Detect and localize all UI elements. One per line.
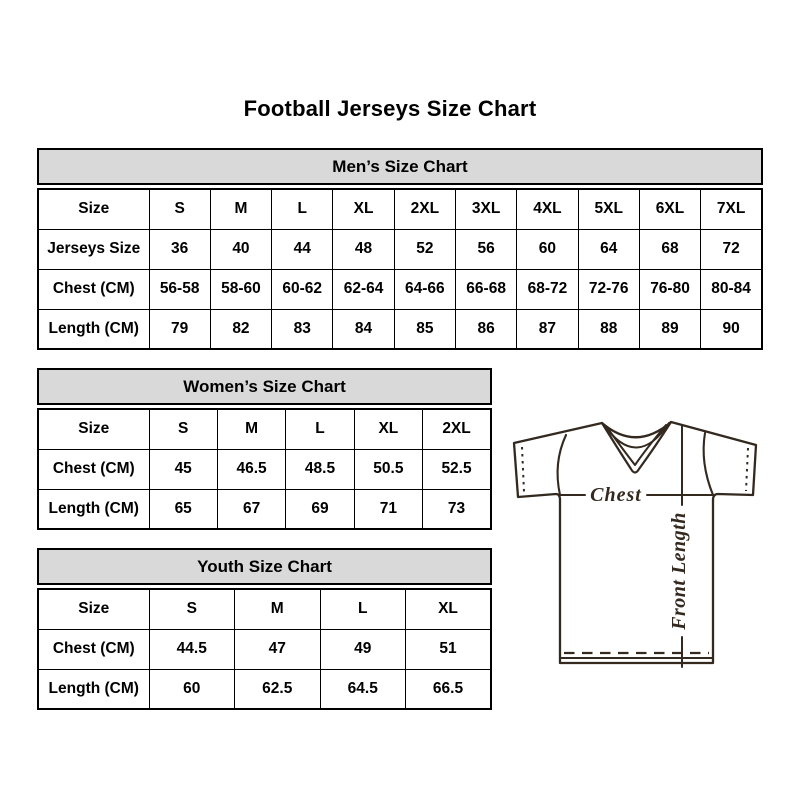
women-table-row: [38, 449, 491, 489]
youth-size-cell: 60: [149, 669, 235, 709]
men-size-cell: M: [210, 189, 271, 229]
men-size-cell: XL: [333, 189, 394, 229]
men-size-cell: 6XL: [639, 189, 700, 229]
men-size-cell: 2XL: [394, 189, 455, 229]
men-size-cell: L: [272, 189, 333, 229]
women-size-cell: 46.5: [217, 449, 285, 489]
womens-size-chart-section: [37, 368, 492, 530]
men-size-cell: 68: [639, 229, 700, 269]
men-row-label: Jerseys Size: [38, 229, 149, 269]
youth-size-cell: L: [320, 589, 406, 629]
youth-table-row: [38, 669, 491, 709]
youth-size-table: [37, 588, 492, 710]
youth-size-cell: 64.5: [320, 669, 406, 709]
men-size-cell: S: [149, 189, 210, 229]
men-size-cell: 88: [578, 309, 639, 349]
men-row-label: Size: [38, 189, 149, 229]
men-size-cell: 76-80: [639, 269, 700, 309]
youth-table-row: [38, 629, 491, 669]
youth-size-cell: 49: [320, 629, 406, 669]
men-size-cell: 48: [333, 229, 394, 269]
men-size-cell: 56-58: [149, 269, 210, 309]
women-size-cell: S: [149, 409, 217, 449]
women-size-cell: 73: [423, 489, 491, 529]
youth-size-cell: 51: [406, 629, 492, 669]
men-size-cell: 7XL: [701, 189, 762, 229]
women-row-label: Length (CM): [38, 489, 149, 529]
page-title: Football Jerseys Size Chart: [243, 96, 537, 121]
men-size-cell: 64-66: [394, 269, 455, 309]
women-row-label: Chest (CM): [38, 449, 149, 489]
men-size-cell: 40: [210, 229, 271, 269]
men-size-cell: 44: [272, 229, 333, 269]
cuff-stitch-right: [746, 448, 748, 491]
youth-row-label: Length (CM): [38, 669, 149, 709]
men-row-label: Chest (CM): [38, 269, 149, 309]
jersey-outline-shape: [514, 422, 756, 663]
men-size-cell: 3XL: [455, 189, 516, 229]
men-size-cell: 84: [333, 309, 394, 349]
men-size-cell: 72-76: [578, 269, 639, 309]
men-size-cell: 56: [455, 229, 516, 269]
youth-size-cell: M: [235, 589, 321, 629]
women-size-cell: 2XL: [423, 409, 491, 449]
men-size-cell: 86: [455, 309, 516, 349]
womens-size-table: [37, 408, 492, 530]
cuff-stitch-left: [522, 447, 524, 492]
men-size-cell: 85: [394, 309, 455, 349]
women-size-cell: 48.5: [286, 449, 354, 489]
youth-size-cell: 62.5: [235, 669, 321, 709]
women-size-cell: 50.5: [354, 449, 422, 489]
women-row-label: Size: [38, 409, 149, 449]
youth-size-cell: 66.5: [406, 669, 492, 709]
youth-size-cell: 44.5: [149, 629, 235, 669]
men-size-cell: 80-84: [701, 269, 762, 309]
women-size-cell: 69: [286, 489, 354, 529]
women-table-row: [38, 489, 491, 529]
womens-size-chart-header: Women’s Size Chart: [37, 368, 492, 405]
youth-size-cell: 47: [235, 629, 321, 669]
men-size-cell: 62-64: [333, 269, 394, 309]
men-size-cell: 90: [701, 309, 762, 349]
men-size-cell: 83: [272, 309, 333, 349]
women-size-cell: 67: [217, 489, 285, 529]
men-row-label: Length (CM): [38, 309, 149, 349]
men-size-cell: 72: [701, 229, 762, 269]
men-size-cell: 64: [578, 229, 639, 269]
men-size-cell: 58-60: [210, 269, 271, 309]
women-size-cell: 45: [149, 449, 217, 489]
men-table-row: [38, 189, 762, 229]
men-size-cell: 87: [517, 309, 578, 349]
women-size-cell: M: [217, 409, 285, 449]
chest-label: Chest: [590, 484, 642, 506]
front-length-label: Front Length: [668, 512, 690, 630]
women-size-cell: XL: [354, 409, 422, 449]
sleeve-seam-left: [558, 435, 566, 495]
women-size-cell: 71: [354, 489, 422, 529]
youth-size-chart-header: Youth Size Chart: [37, 548, 492, 585]
men-size-cell: 60-62: [272, 269, 333, 309]
men-size-cell: 36: [149, 229, 210, 269]
youth-row-label: Chest (CM): [38, 629, 149, 669]
youth-size-cell: XL: [406, 589, 492, 629]
sleeve-seam-right: [704, 433, 713, 495]
youth-size-chart-section: [37, 548, 492, 710]
men-size-cell: 89: [639, 309, 700, 349]
men-size-cell: 4XL: [517, 189, 578, 229]
women-size-cell: 52.5: [423, 449, 491, 489]
men-size-cell: 66-68: [455, 269, 516, 309]
men-table-row: [38, 269, 762, 309]
women-table-row: [38, 409, 491, 449]
men-size-cell: 5XL: [578, 189, 639, 229]
mens-size-chart-section: [37, 148, 763, 350]
youth-row-label: Size: [38, 589, 149, 629]
youth-size-cell: S: [149, 589, 235, 629]
jersey-measurement-diagram: [498, 395, 780, 685]
men-size-cell: 82: [210, 309, 271, 349]
men-size-cell: 52: [394, 229, 455, 269]
men-size-cell: 60: [517, 229, 578, 269]
youth-table-row: [38, 589, 491, 629]
women-size-cell: L: [286, 409, 354, 449]
men-table-row: [38, 309, 762, 349]
women-size-cell: 65: [149, 489, 217, 529]
men-table-row: [38, 229, 762, 269]
mens-size-table: [37, 188, 763, 350]
mens-size-chart-header: Men’s Size Chart: [37, 148, 763, 185]
men-size-cell: 79: [149, 309, 210, 349]
men-size-cell: 68-72: [517, 269, 578, 309]
